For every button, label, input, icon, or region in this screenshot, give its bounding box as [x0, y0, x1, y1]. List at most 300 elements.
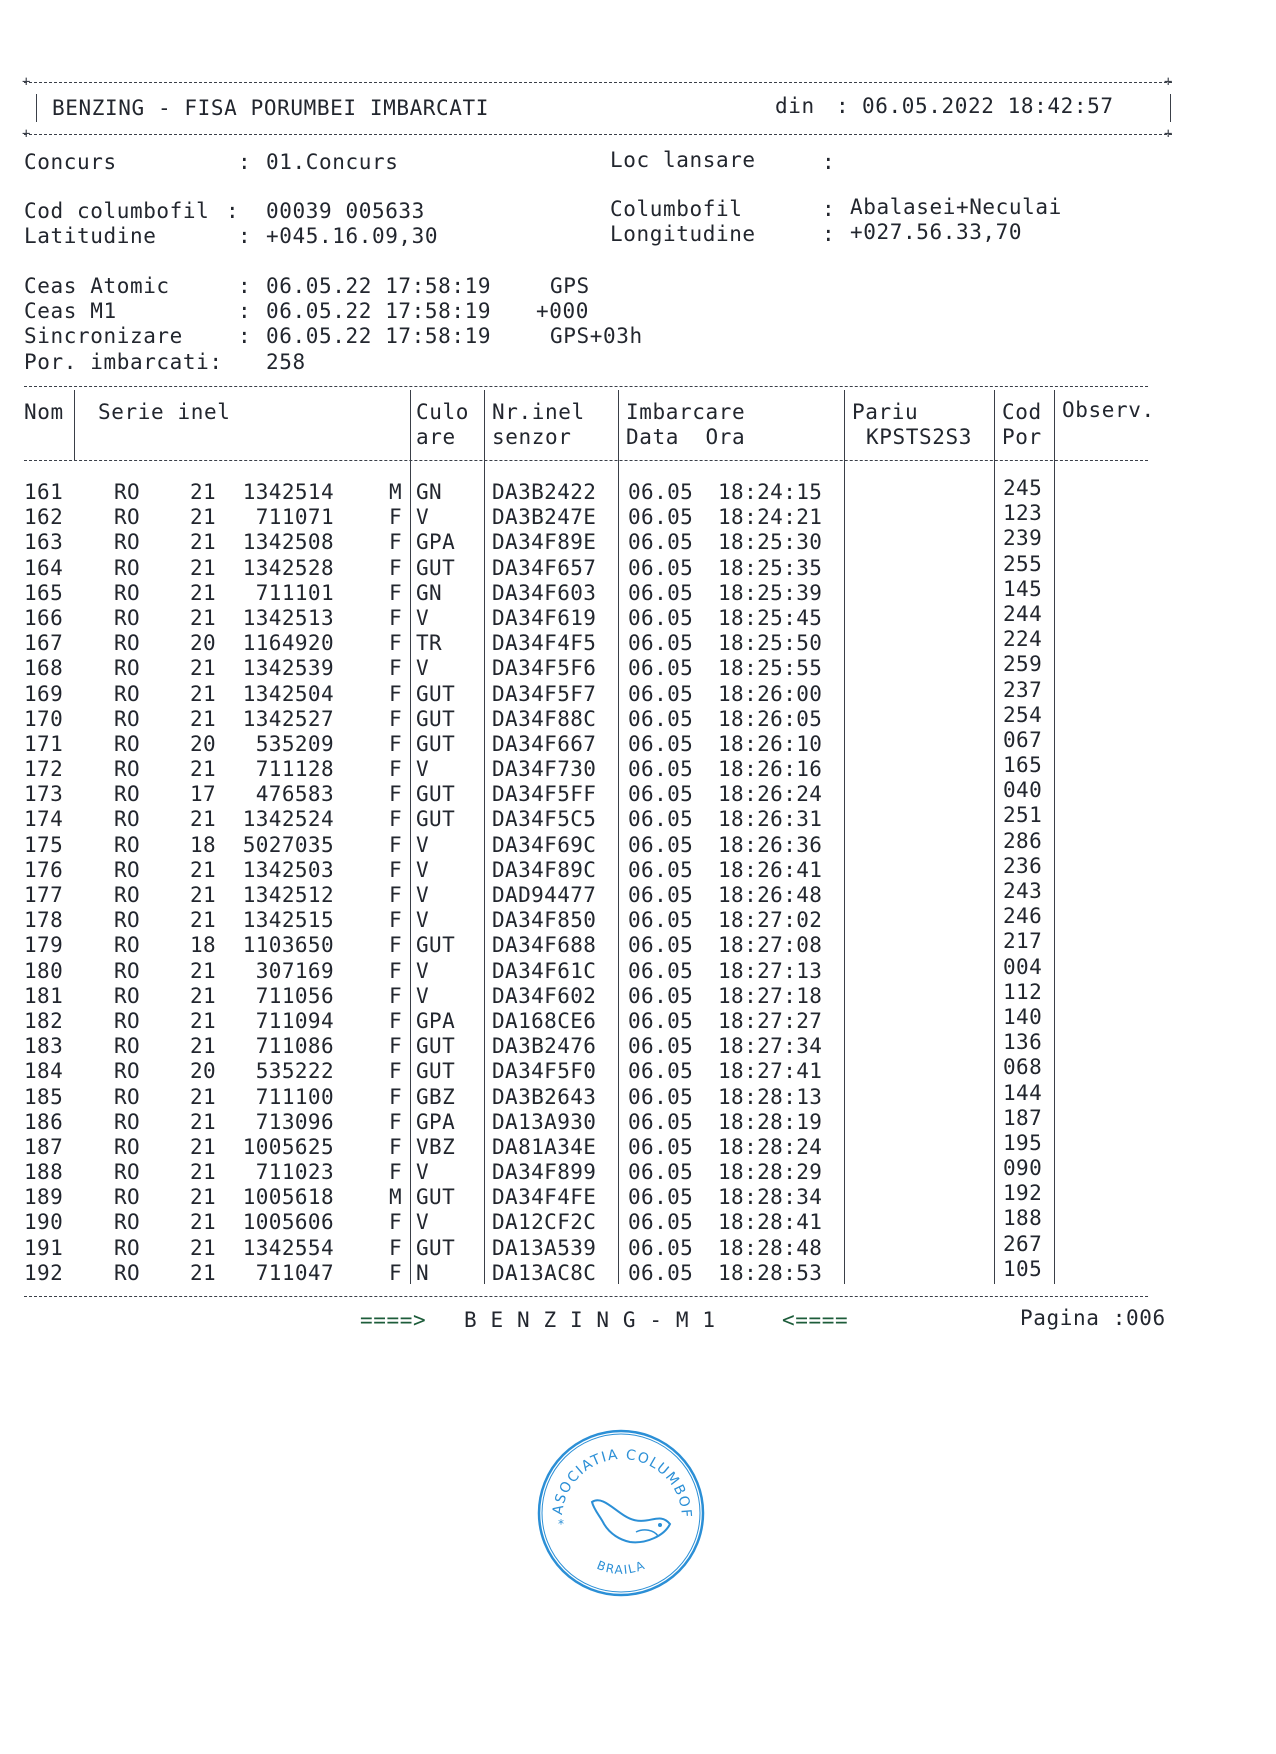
page-value: 006 — [1125, 1306, 1166, 1330]
row-cod: 236 — [1003, 853, 1043, 878]
row-country: RO — [114, 983, 141, 1008]
corner-mark: + — [1164, 74, 1173, 90]
row-cod: 105 — [1003, 1256, 1043, 1281]
row-country: RO — [114, 605, 141, 630]
row-year: 21 — [190, 1008, 217, 1033]
row-sensor: DA34F688 — [492, 933, 597, 958]
row-date: 06.05 — [628, 530, 694, 555]
row-country: RO — [114, 908, 141, 933]
row-sex: F — [388, 1084, 402, 1109]
row-country: RO — [114, 681, 141, 706]
row-time: 18:28:53 — [718, 1260, 823, 1285]
row-country: RO — [114, 555, 141, 580]
row-ring: 711100 — [255, 1084, 334, 1109]
row-sex: M — [388, 1185, 402, 1210]
row-cod: 246 — [1003, 904, 1043, 929]
row-nom: 173 — [24, 782, 64, 807]
footer-right-arrow: <==== — [782, 1308, 849, 1332]
corner-mark: + — [1164, 126, 1173, 142]
row-year: 21 — [190, 706, 217, 731]
row-year: 18 — [190, 933, 217, 958]
row-country: RO — [114, 1260, 141, 1285]
row-color: GN — [416, 580, 443, 605]
row-cod: 244 — [1003, 601, 1043, 626]
row-sensor: DA34F603 — [492, 580, 597, 605]
row-ring: 1342515 — [242, 908, 334, 933]
row-year: 20 — [190, 631, 217, 656]
row-country: RO — [114, 1185, 141, 1210]
row-sensor: DA34F69C — [492, 832, 597, 857]
row-country: RO — [114, 933, 141, 958]
row-sex: F — [388, 706, 402, 731]
row-color: GUT — [416, 681, 456, 706]
row-date: 06.05 — [628, 1210, 694, 1235]
col-cod-header-1: Cod — [1002, 400, 1042, 424]
row-color: GPA — [416, 1109, 456, 1134]
row-sensor: DA34F5F7 — [492, 681, 597, 706]
row-ring: 535209 — [255, 731, 334, 756]
row-date: 06.05 — [628, 1235, 694, 1260]
row-sensor: DA3B2643 — [492, 1084, 597, 1109]
row-color: V — [416, 505, 430, 530]
row-year: 21 — [190, 1109, 217, 1134]
row-sensor: DA13AC8C — [492, 1260, 597, 1285]
col-nr-inel-header-2: senzor — [492, 425, 572, 449]
row-country: RO — [114, 1008, 141, 1033]
col-serie-inel-header: Serie inel — [98, 400, 231, 424]
cod-columbofil-label: Cod columbofil — [24, 199, 210, 223]
row-country: RO — [114, 1235, 141, 1260]
sincronizare-value: 06.05.22 17:58:19 — [266, 324, 492, 348]
report-title: BENZING - FISA PORUMBEI IMBARCATI — [52, 96, 490, 120]
row-ring: 711128 — [255, 757, 334, 782]
row-date: 06.05 — [628, 1260, 694, 1285]
row-year: 21 — [190, 555, 217, 580]
row-year: 21 — [190, 1210, 217, 1235]
header-top-rule — [24, 82, 1172, 83]
row-ring: 713096 — [255, 1109, 334, 1134]
table-bottom-rule — [24, 1296, 1148, 1297]
colon: : — [238, 224, 252, 248]
row-ring: 711056 — [255, 983, 334, 1008]
row-year: 21 — [190, 1185, 217, 1210]
row-ring: 1005618 — [242, 1185, 334, 1210]
row-sensor: DA12CF2C — [492, 1210, 597, 1235]
row-ring: 5027035 — [242, 832, 334, 857]
row-sensor: DA34F899 — [492, 1160, 597, 1185]
row-cod: 237 — [1003, 677, 1043, 702]
row-sex: F — [388, 605, 402, 630]
row-time: 18:24:15 — [718, 480, 823, 504]
row-sensor: DA34F657 — [492, 555, 597, 580]
colon: : — [238, 150, 252, 174]
row-nom: 166 — [24, 605, 64, 630]
colon: : — [822, 150, 836, 174]
row-cod: 136 — [1003, 1030, 1043, 1055]
row-year: 21 — [190, 656, 217, 681]
row-nom: 185 — [24, 1084, 64, 1109]
row-cod: 195 — [1003, 1130, 1043, 1155]
row-color: GUT — [416, 807, 456, 832]
latitudine-label: Latitudine — [24, 224, 157, 248]
row-time: 18:28:29 — [718, 1160, 823, 1185]
col-culoare-header-1: Culo — [416, 400, 469, 424]
row-ring: 1342513 — [242, 605, 334, 630]
row-year: 21 — [190, 1235, 217, 1260]
row-color: V — [416, 656, 430, 681]
row-year: 21 — [190, 1134, 217, 1159]
row-time: 18:26:00 — [718, 681, 823, 706]
ceas-atomic-suffix: GPS — [550, 274, 590, 298]
col-separator — [74, 390, 75, 460]
row-country: RO — [114, 731, 141, 756]
col-observ-header: Observ. — [1062, 398, 1155, 422]
row-color: V — [416, 883, 430, 907]
sincronizare-suffix: GPS+03h — [550, 324, 643, 348]
header-right-border — [1170, 94, 1171, 122]
table-header-rule — [24, 460, 1148, 461]
row-time: 18:26:41 — [718, 857, 823, 882]
row-date: 06.05 — [628, 1160, 694, 1185]
row-year: 21 — [190, 1260, 217, 1285]
row-date: 06.05 — [628, 1008, 694, 1033]
footer-left-arrow: ====> — [360, 1308, 427, 1332]
row-sensor: DA34F5C5 — [492, 807, 597, 832]
row-cod: 243 — [1003, 879, 1043, 903]
row-cod: 267 — [1003, 1231, 1043, 1256]
row-date: 06.05 — [628, 832, 694, 857]
row-nom: 165 — [24, 580, 64, 605]
row-ring: 1342554 — [242, 1235, 334, 1260]
row-sensor: DA34F667 — [492, 731, 597, 756]
row-sensor: DA34F730 — [492, 757, 597, 782]
row-year: 21 — [190, 1034, 217, 1059]
row-nom: 167 — [24, 631, 64, 656]
row-date: 06.05 — [628, 933, 694, 958]
row-sex: F — [388, 857, 402, 882]
row-country: RO — [114, 757, 141, 782]
row-year: 21 — [190, 857, 217, 882]
row-sex: F — [388, 908, 402, 933]
row-sex: F — [388, 1034, 402, 1059]
row-date: 06.05 — [628, 1084, 694, 1109]
col-culoare-header-2: are — [416, 425, 456, 449]
row-nom: 161 — [24, 480, 64, 504]
row-nom: 180 — [24, 958, 64, 983]
row-date: 06.05 — [628, 908, 694, 933]
row-sensor: DA34F89C — [492, 857, 597, 882]
row-year: 21 — [190, 883, 217, 907]
row-sex: F — [388, 1235, 402, 1260]
por-imbarcati-value: 258 — [266, 350, 306, 374]
row-time: 18:26:16 — [718, 757, 823, 782]
row-sex: F — [388, 757, 402, 782]
row-color: VBZ — [416, 1134, 456, 1159]
row-time: 18:25:45 — [718, 605, 823, 630]
header-bottom-rule — [24, 134, 1172, 135]
svg-text:ASOCIATIA COLUMBOFILA: ASOCIATIA COLUMBOF — [550, 1446, 695, 1520]
corner-mark: + — [22, 126, 31, 142]
row-date: 06.05 — [628, 1059, 694, 1084]
row-date: 06.05 — [628, 883, 694, 907]
row-time: 18:25:35 — [718, 555, 823, 580]
row-ring: 711101 — [255, 580, 334, 605]
row-ring: 1342527 — [242, 706, 334, 731]
row-nom: 163 — [24, 530, 64, 555]
row-cod: 040 — [1003, 778, 1043, 803]
row-country: RO — [114, 656, 141, 681]
row-sensor: DA3B247E — [492, 505, 597, 530]
row-ring: 1342503 — [242, 857, 334, 882]
row-date: 06.05 — [628, 631, 694, 656]
row-ring: 711094 — [255, 1008, 334, 1033]
row-year: 21 — [190, 480, 217, 504]
row-nom: 171 — [24, 731, 64, 756]
row-cod: 217 — [1003, 929, 1043, 954]
row-time: 18:26:31 — [718, 807, 823, 832]
row-country: RO — [114, 505, 141, 530]
row-date: 06.05 — [628, 782, 694, 807]
row-time: 18:25:39 — [718, 580, 823, 605]
row-sensor: DA34F602 — [492, 983, 597, 1008]
row-date: 06.05 — [628, 555, 694, 580]
row-year: 21 — [190, 580, 217, 605]
row-year: 21 — [190, 605, 217, 630]
row-sensor: DA34F5F0 — [492, 1059, 597, 1084]
row-ring: 1005606 — [242, 1210, 334, 1235]
row-sex: F — [388, 555, 402, 580]
row-date: 06.05 — [628, 605, 694, 630]
row-sex: F — [388, 731, 402, 756]
row-cod: 239 — [1003, 526, 1043, 551]
row-cod: 259 — [1003, 652, 1043, 677]
row-date: 06.05 — [628, 656, 694, 681]
row-color: GUT — [416, 731, 456, 756]
row-color: V — [416, 1160, 430, 1185]
concurs-label: Concurs — [24, 150, 117, 174]
row-color: GUT — [416, 933, 456, 958]
row-time: 18:27:18 — [718, 983, 823, 1008]
row-nom: 176 — [24, 857, 64, 882]
row-color: GUT — [416, 1185, 456, 1210]
row-sex: F — [388, 933, 402, 958]
row-ring: 1164920 — [242, 631, 334, 656]
row-sex: F — [388, 681, 402, 706]
col-nr-inel-header-1: Nr.inel — [492, 400, 585, 424]
row-sex: F — [388, 807, 402, 832]
ceas-m1-value: 06.05.22 17:58:19 — [266, 299, 492, 323]
row-time: 18:28:48 — [718, 1235, 823, 1260]
row-sensor: DA34F88C — [492, 706, 597, 731]
row-color: GUT — [416, 1034, 456, 1059]
row-nom: 178 — [24, 908, 64, 933]
row-nom: 179 — [24, 933, 64, 958]
columbofil-label: Columbofil — [610, 197, 743, 221]
col-cod-header-2: Por — [1002, 425, 1042, 449]
row-sex: F — [388, 530, 402, 555]
row-ring: 307169 — [255, 958, 334, 983]
row-date: 06.05 — [628, 1034, 694, 1059]
row-color: V — [416, 983, 430, 1008]
row-sensor: DA3B2422 — [492, 480, 597, 504]
row-sex: F — [388, 1134, 402, 1159]
row-nom: 183 — [24, 1034, 64, 1059]
row-nom: 186 — [24, 1109, 64, 1134]
page-number — [1020, 1306, 1166, 1331]
row-ring: 1005625 — [242, 1134, 334, 1159]
table-top-rule — [24, 386, 1148, 387]
col-pariu-header-1: Pariu — [852, 400, 919, 424]
row-time: 18:28:34 — [718, 1185, 823, 1210]
colon: : — [822, 222, 836, 246]
row-date: 06.05 — [628, 580, 694, 605]
row-ring: 1103650 — [242, 933, 334, 958]
row-nom: 168 — [24, 656, 64, 681]
loc-lansare-label: Loc lansare — [610, 148, 756, 172]
row-cod: 192 — [1003, 1181, 1043, 1206]
row-color: V — [416, 857, 430, 882]
row-time: 18:27:34 — [718, 1034, 823, 1059]
row-ring: 1342504 — [242, 681, 334, 706]
row-sensor: DA34F5F6 — [492, 656, 597, 681]
row-country: RO — [114, 857, 141, 882]
colon: : — [238, 324, 252, 348]
row-time: 18:26:10 — [718, 731, 823, 756]
row-year: 17 — [190, 782, 217, 807]
row-ring: 1342512 — [242, 883, 334, 907]
page-label: Pagina : — [1020, 1306, 1126, 1330]
row-nom: 182 — [24, 1008, 64, 1033]
header-left-border — [36, 94, 37, 122]
row-cod: 251 — [1003, 803, 1043, 828]
row-nom: 164 — [24, 555, 64, 580]
ceas-atomic-label: Ceas Atomic — [24, 274, 170, 298]
row-color: TR — [416, 631, 443, 656]
row-ring: 711023 — [255, 1160, 334, 1185]
row-year: 21 — [190, 958, 217, 983]
row-sex: F — [388, 782, 402, 807]
report-date-value: 06.05.2022 18:42:57 — [862, 94, 1114, 118]
row-time: 18:28:13 — [718, 1084, 823, 1109]
row-date: 06.05 — [628, 1109, 694, 1134]
por-imbarcati-label-text: Por. imbarcati — [24, 350, 210, 374]
longitudine-label: Longitudine — [610, 222, 756, 246]
row-sex: F — [388, 1059, 402, 1084]
row-cod: 165 — [1003, 753, 1043, 778]
row-sex: F — [388, 832, 402, 857]
columbofil-value: Abalasei+Neculai — [850, 195, 1062, 219]
row-cod: 004 — [1003, 954, 1043, 979]
row-time: 18:26:48 — [718, 883, 823, 907]
row-color: GUT — [416, 1059, 456, 1084]
row-country: RO — [114, 1034, 141, 1059]
ceas-m1-label: Ceas M1 — [24, 299, 117, 323]
footer-brand: B E N Z I N G - M 1 — [464, 1308, 716, 1332]
table-row — [24, 1256, 1204, 1286]
col-pariu-header-2: KPSTS2S3 — [866, 425, 972, 449]
row-sex: F — [388, 580, 402, 605]
row-cod: 112 — [1003, 979, 1043, 1004]
row-time: 18:28:24 — [718, 1134, 823, 1159]
row-color: GUT — [416, 555, 456, 580]
colon: : — [226, 199, 240, 223]
row-date: 06.05 — [628, 983, 694, 1008]
row-sensor: DA34F5FF — [492, 782, 597, 807]
row-color: V — [416, 605, 430, 630]
row-date: 06.05 — [628, 505, 694, 530]
row-ring: 1342514 — [242, 480, 334, 504]
row-color: N — [416, 1260, 430, 1285]
row-nom: 177 — [24, 883, 64, 907]
row-color: V — [416, 908, 430, 933]
row-sensor: DA34F61C — [492, 958, 597, 983]
row-sensor: DAD94477 — [492, 883, 597, 907]
row-country: RO — [114, 1059, 141, 1084]
row-sensor: DA168CE6 — [492, 1008, 597, 1033]
svg-text:*: * — [558, 1517, 564, 1531]
row-sex: F — [388, 1109, 402, 1134]
row-nom: 169 — [24, 681, 64, 706]
row-sensor: DA81A34E — [492, 1134, 597, 1159]
row-country: RO — [114, 480, 141, 504]
row-cod: 140 — [1003, 1004, 1043, 1029]
row-ring: 711086 — [255, 1034, 334, 1059]
por-imbarcati-label: Por. imbarcati: — [24, 350, 223, 374]
row-date: 06.05 — [628, 857, 694, 882]
row-year: 21 — [190, 505, 217, 530]
col-imbarcare-header-1: Imbarcare — [626, 400, 746, 424]
row-country: RO — [114, 1109, 141, 1134]
row-sex: F — [388, 1260, 402, 1285]
row-cod: 123 — [1003, 501, 1043, 526]
colon: : — [822, 197, 836, 221]
row-nom: 181 — [24, 983, 64, 1008]
row-date: 06.05 — [628, 757, 694, 782]
row-sex: F — [388, 883, 402, 907]
pigeon-table — [24, 476, 1204, 1286]
row-sex: F — [388, 631, 402, 656]
row-country: RO — [114, 580, 141, 605]
row-time: 18:25:50 — [718, 631, 823, 656]
row-nom: 190 — [24, 1210, 64, 1235]
row-color: GUT — [416, 1235, 456, 1260]
row-time: 18:26:24 — [718, 782, 823, 807]
row-sensor: DA34F89E — [492, 530, 597, 555]
row-color: GBZ — [416, 1084, 456, 1109]
row-time: 18:27:13 — [718, 958, 823, 983]
row-time: 18:26:05 — [718, 706, 823, 731]
row-date: 06.05 — [628, 1185, 694, 1210]
row-sensor: DA3B2476 — [492, 1034, 597, 1059]
row-color: V — [416, 757, 430, 782]
row-nom: 162 — [24, 505, 64, 530]
row-sensor: DA13A930 — [492, 1109, 597, 1134]
row-country: RO — [114, 1084, 141, 1109]
row-cod: 255 — [1003, 551, 1043, 576]
row-sex: F — [388, 983, 402, 1008]
row-year: 21 — [190, 1160, 217, 1185]
row-time: 18:27:02 — [718, 908, 823, 933]
row-time: 18:27:08 — [718, 933, 823, 958]
row-time: 18:25:55 — [718, 656, 823, 681]
row-nom: 175 — [24, 832, 64, 857]
row-cod: 245 — [1003, 476, 1043, 500]
stamp-seal-icon — [532, 1424, 710, 1602]
sincronizare-label: Sincronizare — [24, 324, 183, 348]
svg-text:BRAILA: BRAILA — [594, 1557, 648, 1577]
row-year: 20 — [190, 731, 217, 756]
report-date-separator: : — [836, 94, 850, 118]
